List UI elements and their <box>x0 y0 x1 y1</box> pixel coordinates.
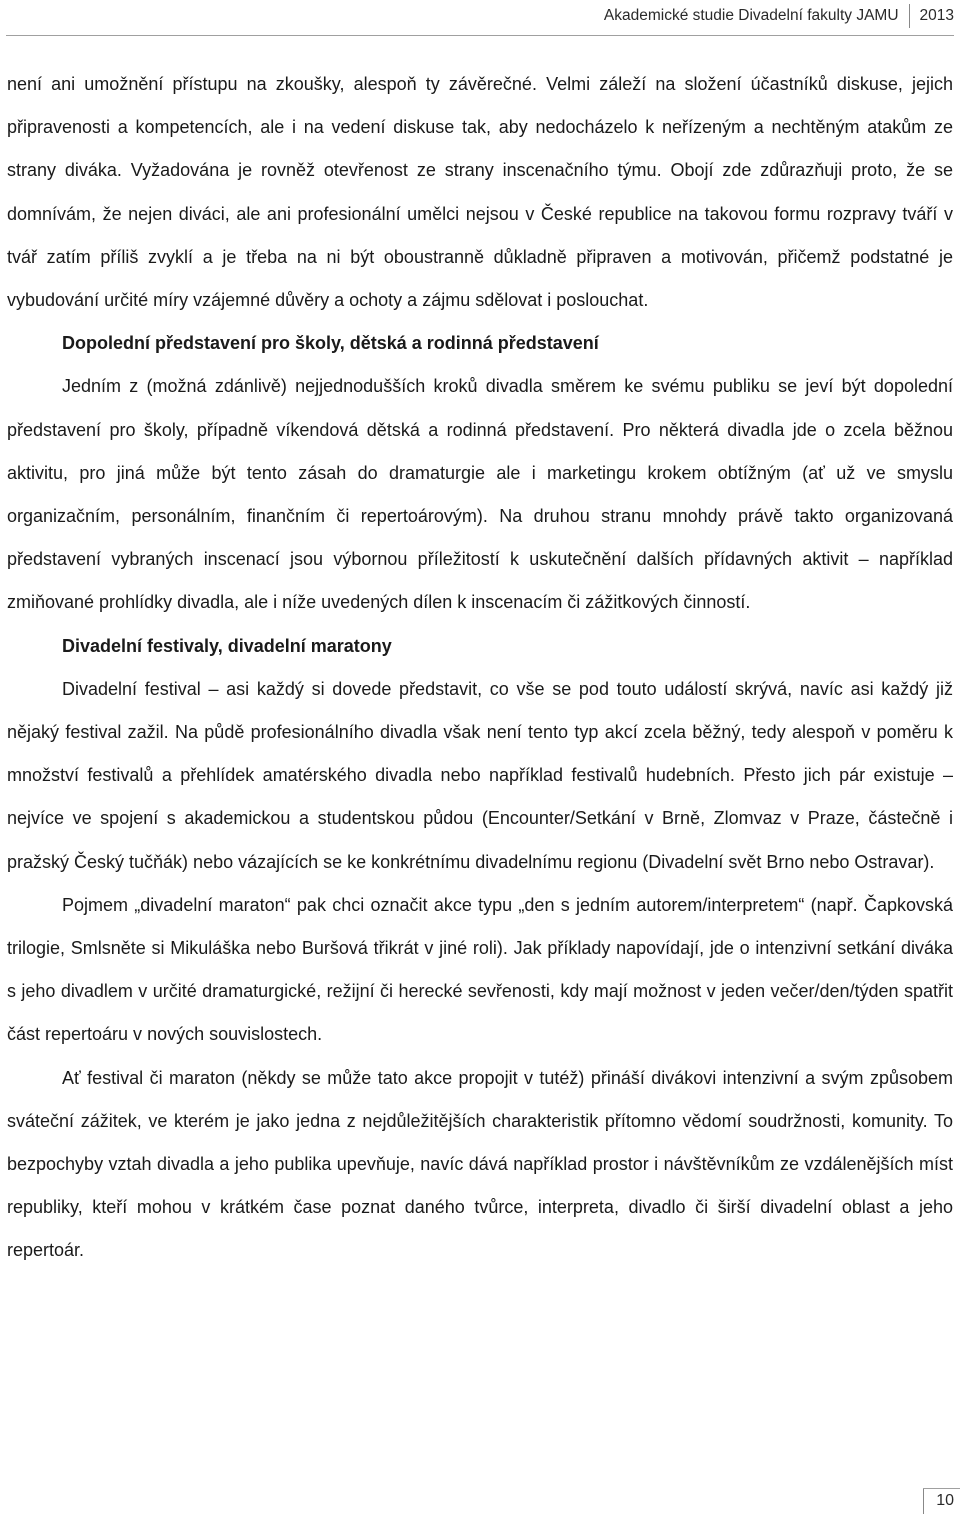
page-number-separator <box>923 1488 924 1514</box>
paragraph-1: není ani umožnění přístupu na zkoušky, alespoň ty závěrečné. Velmi záleží na složení účastníků diskuse, jejich připravenosti a kompetencích, ale i na vedení diskuse tak, aby nedocházelo k neřízeným a nechtěným atakům ze strany diváka. Vyžadována je rovněž otevřenost ze strany inscenačního týmu. Obojí zde zdůrazňuji proto, že se domnívám, že nejen diváci, ale ani profesionální umělci nejsou v České republice na takovou formu rozpravy tváří v tvář zatím příliš zvyklí a je třeba na ni být oboustranně důkladně připraven a motivován, přičemž podstatné je vybudování určité míry vzájemné důvěry a ochoty a zájmu sdělovat i poslouchat. <box>7 74 953 311</box>
journal-title: Akademické studie Divadelní fakulty JAMU <box>603 7 899 24</box>
header-separator <box>909 4 910 28</box>
page-number: 10 <box>936 1492 954 1509</box>
paragraph-3: Divadelní festival – asi každý si dovede představit, co vše se pod touto událostí skrývá, navíc asi každý již nějaký festival zažil. Na půdě profesionálního divadla však není tento typ akcí zcela běžný, tedy alespoň v poměru k množství festivalů a přehlídek amatérského divadla nebo například festivalů hudebních. Přesto jich pár existuje – nejvíce ve spojení s akademickou a studentskou půdou (Encounter/Setkání v Brně, Zlomvaz v Praze, částečně i pražský Český tučňák) nebo vázajících se ke konkrétnímu divadelnímu regionu (Divadelní svět Brno nebo Ostravar). <box>7 678 953 872</box>
journal-year: 2013 <box>919 7 954 24</box>
article-body <box>7 63 953 1273</box>
paragraph-2: Jedním z (možná zdánlivě) nejjednodušších kroků divadla směrem ke svému publiku se jeví být dopolední představení pro školy, případně víkendová dětská a rodinná představení. Pro některá divadla jde o zcela běžnou aktivitu, pro jiná může být tento zásah do dramaturgie ale i marketingu krokem obtížným (ať už ve smyslu organizačním, personálním, finančním či repertoárovým). Na druhou stranu mnohdy právě takto organizovaná představení vybraných inscenací jsou výbornou příležitostí k uskutečnění dalších přídavných aktivit – například zmiňované prohlídky divadla, ale i níže uvedených dílen k inscenacím či zážitkových činností. <box>7 376 953 613</box>
section-heading-school-performances: Dopolední představení pro školy, dětská a rodinná představení <box>62 333 599 354</box>
running-header <box>604 4 954 28</box>
paragraph-5: Ať festival či maraton (někdy se může tato akce propojit v tutéž) přináší divákovi intenzivní a svým způsobem sváteční zážitek, ve kterém je jako jedna z nejdůležitějších charakteristik přítomno vědomí soudržnosti, komunity. To bezpochyby vztah divadla a jeho publika upevňuje, navíc dává například prostor i návštěvníkům ze vzdálenějších míst republiky, kteří mohou v krátkém čase poznat daného tvůrce, interpreta, divadlo či širší divadelní oblast a jeho repertoár. <box>7 1067 953 1261</box>
page-number-box <box>923 1488 954 1514</box>
header-rule <box>6 35 954 36</box>
page-number-rule <box>923 1488 960 1489</box>
paragraph-4: Pojmem „divadelní maraton“ pak chci označit akce typu „den s jedním autorem/interpretem“ (např. Čapkovská trilogie, Smlsněte si Mikuláška nebo Buršová třikrát v jiné roli). Jak příklady napovídají, jde o intenzivní setkání diváka s jeho divadlem v určité dramaturgické, režijní či herecké sevřenosti, kdy mají možnost v jeden večer/den/týden spatřit část repertoáru v nových souvislostech. <box>7 894 953 1045</box>
section-heading-festivals: Divadelní festivaly, divadelní maratony <box>62 635 392 656</box>
